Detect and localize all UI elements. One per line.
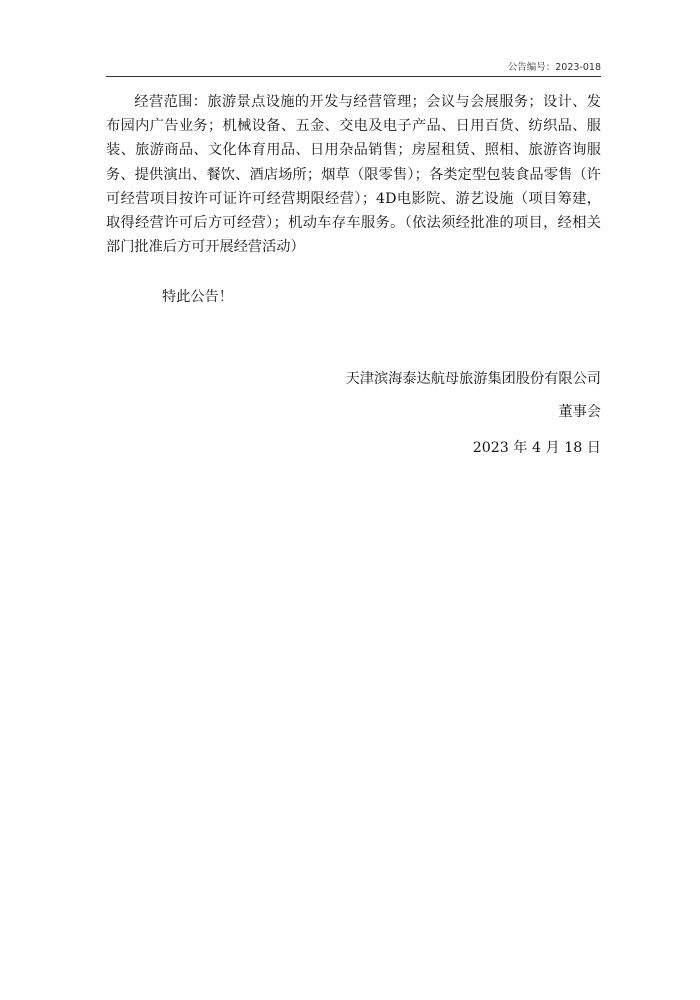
closing-statement: 特此公告！ [162,289,233,305]
page-header [106,62,601,77]
signature-company: 天津滨海泰达航母旅游集团股份有限公司 [345,371,601,387]
announcement-number: 公告编号：2023-018 [507,62,601,73]
signature-board: 董事会 [558,404,601,420]
signature-date: 2023 年 4 月 18 日 [472,440,601,456]
business-scope-paragraph: 经营范围：旅游景点设施的开发与经营管理；会议与会展服务；设计、发布园内广告业务；机械设备、五金、交电及电子产品、日用百货、纺织品、服装、旅游商品、文化体育用品、日用杂品销售；房屋租赁、照相、旅游咨询服务、提供演出、餐饮、酒店场所；烟草（限零售）；各类定型包装食品零售（许可经营项目按许可证许可经营期限经营）；4D电影院、游艺设施（项目筹建，取得经营许可后方可经营）；机动车存车服务。（依法须经批准的项目，经相关部门批准后方可开展经营活动） [106,94,601,256]
